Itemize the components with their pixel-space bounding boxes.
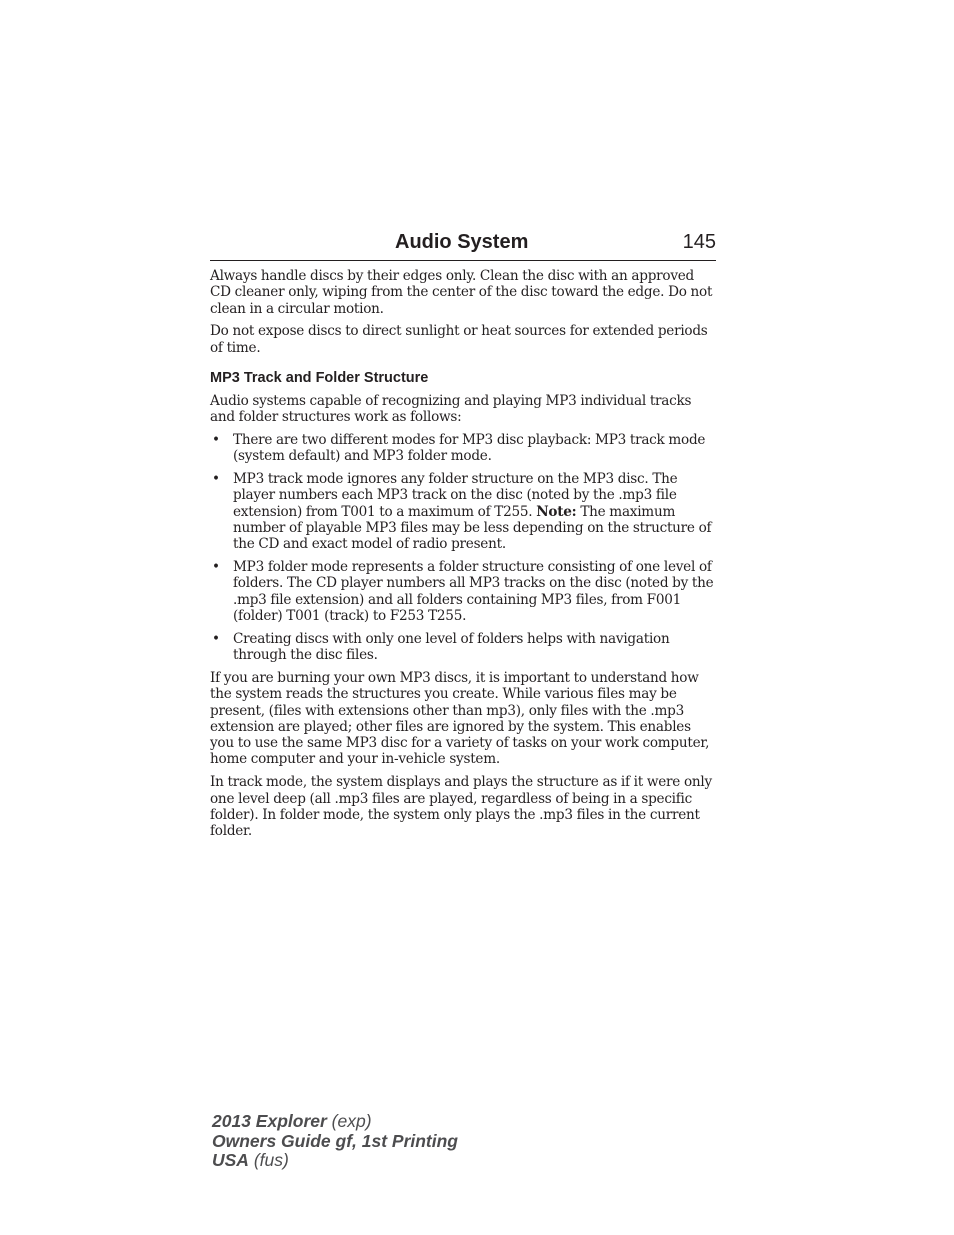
list-item-text: MP3 folder mode represents a folder structure consisting of one level of folders. The CD player numbers all MP3 tracks on the disc (noted by the .mp3 file extension) and all folders containing MP3 files, from F001 (folder) T001 (track) to F253 T255. (233, 559, 714, 625)
note-text: The maximum number of playable MP3 files may be less depending on the structure of the CD and exact model of radio present. (233, 503, 712, 553)
footer-market-code: (fus) (253, 1150, 289, 1170)
list-item-text: Creating discs with only one level of folders helps with navigation through the disc files. (233, 630, 670, 664)
burning-discs-paragraph: If you are burning your own MP3 discs, it is important to understand how the system reads the structures you create. While various files may be present, (files with extensions other than mp3), only files with the .mp3 extension are played; other files are ignored by the system. This enables you to use the same MP3 disc for a variety of tasks on your work computer, home computer and your in-vehicle system. (210, 669, 710, 768)
page-content (210, 268, 718, 846)
mp3-modes-list (210, 432, 718, 663)
list-item (210, 471, 718, 552)
disc-exposure-paragraph: Do not expose discs to direct sunlight or heat sources for extended periods of time. (210, 323, 708, 356)
list-item-text: MP3 track mode ignores any folder structure on the MP3 disc. The player numbers each MP3 track on the disc (noted by the .mp3 file extension) from T001 to a maximum of T255. (233, 471, 678, 520)
footer-model-code: (exp) (331, 1111, 372, 1131)
disc-handling-paragraph: Always handle discs by their edges only. Clean the disc with an approved CD cleaner only, wiping from the center of the disc toward the edge. Do not clean in a circular motion. (210, 268, 713, 317)
bullet-icon: • (212, 559, 220, 576)
list-item (210, 559, 718, 624)
section-heading: MP3 Track and Folder Structure (210, 369, 429, 386)
bullet-icon: • (212, 471, 220, 488)
track-folder-mode-paragraph: In track mode, the system displays and plays the structure as if it were only one level deep (all .mp3 files are played, regardless of being in a specific folder). In folder mode, the system only plays the .mp3 files in the current folder. (210, 774, 712, 840)
page-number: 145 (682, 231, 716, 253)
footer-market-line (212, 1151, 458, 1171)
footer-market: USA (212, 1150, 249, 1170)
footer-guide-line: Owners Guide gf, 1st Printing (212, 1130, 458, 1151)
footer-model-line (212, 1112, 458, 1132)
bullet-icon: • (212, 630, 220, 647)
list-item (210, 432, 718, 465)
footer-model: 2013 Explorer (212, 1111, 327, 1131)
note-label: Note: (536, 503, 577, 520)
list-item (210, 631, 718, 664)
page-title: Audio System (395, 231, 529, 253)
section-lead-paragraph: Audio systems capable of recognizing and playing MP3 individual tracks and folder structures work as follows: (210, 392, 692, 426)
list-item-text: There are two different modes for MP3 disc playback: MP3 track mode (system default) and MP3 folder mode. (233, 432, 706, 465)
page-header (210, 228, 716, 261)
page-footer (212, 1112, 458, 1171)
bullet-icon: • (212, 432, 220, 449)
